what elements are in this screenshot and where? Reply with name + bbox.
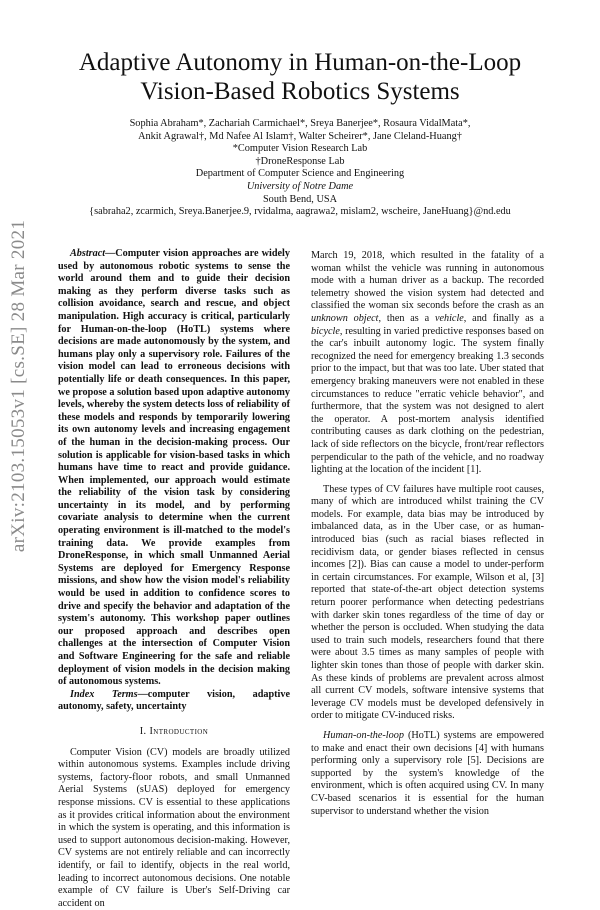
- left-column: [58, 248, 290, 910]
- intro-paragraph-1: Computer Vision (CV) models are broadly utilized within autonomous systems. Examples include driving systems, factory-floor robots, and small Unmanned Aerial Systems (sUAS) deployed for emergency response missions. CV is essential to these applications as it provides critical information about the environment in which the system is operating, and this information is used to support autonomous decision-making. However, CV systems are not entirely reliable and can incorrectly identify, or fail to identify, objects in the real world, leading to incorrect autonomous decisions. One notable example of CV failure is Uber's Self-Driving car accident on: [58, 746, 290, 909]
- arxiv-stamp: arXiv:2103.15053v1 [cs.SE] 28 Mar 2021: [8, 219, 29, 553]
- affiliation-dept: Department of Computer Science and Engineering: [195, 168, 405, 180]
- p3-italic-hotl: Human-on-the-loop: [323, 729, 404, 741]
- p1-italic-vehicle: vehicle: [434, 312, 464, 324]
- author-block: [60, 118, 540, 219]
- title-line-2: Vision-Based Robotics Systems: [140, 78, 460, 105]
- abstract-label: Abstract: [70, 248, 106, 259]
- section-title: Introduction: [149, 725, 209, 737]
- affiliation-lab-2: †DroneResponse Lab: [255, 155, 345, 167]
- p1-italic-unknown-object: unknown object: [311, 312, 379, 324]
- abstract: [58, 248, 290, 689]
- authors-line-2: Ankit Agrawal†, Md Nafee Al Islam†, Walter Scheirer*, Jane Cleland-Huang†: [138, 130, 462, 142]
- body-paragraph-3: [311, 730, 544, 818]
- right-column: [311, 250, 544, 818]
- section-number: I.: [139, 725, 147, 737]
- section-heading-introduction: [58, 726, 290, 739]
- p1-text-a: March 19, 2018, which resulted in the fatality of a woman whilst the vehicle was running in autonomous mode with a human driver as a backup. The recorded telemetry showed the vision system had detected and classified the woman six seconds before the crash as an: [311, 250, 544, 312]
- paper-title: [60, 48, 540, 106]
- p1-italic-bicycle: bicycle: [311, 325, 340, 337]
- index-terms-label: Index Terms: [70, 688, 138, 700]
- body-paragraph-1: [311, 250, 544, 477]
- index-terms: [58, 689, 290, 714]
- p1-text-d: , resulting in varied predictive responses based on the car's inbuilt autonomy logic. The system finally recognized the need for emergency breaking 1.3 seconds prior to the impact, but that was too late. Uber stated that emergency braking maneuvers were not enabled in these circumstances to reduce "erratic vehicle behavior", and furthermore, that the system was not designed to alert the operator. A post-mortem analysis identified contributing causes as dark clothing on the pedestrian, lack of side reflectors on the bicycle, front/rear reflectors perpendicular to the path of the vehicle, and no roadway lighting at the location of the incident [1].: [311, 325, 544, 476]
- affiliation-lab-1: *Computer Vision Research Lab: [232, 143, 368, 155]
- p3-text: (HoTL) systems are empowered to make and enact their own decisions [4] with humans performing only a supervisory role [5]. Decisions are supported by the system's knowledge of the environment, which is often acquired using CV. In many CV-based scenarios it is essential for the human supervisor to understand whether the vision: [311, 729, 544, 817]
- affiliation-university: University of Notre Dame: [246, 180, 354, 192]
- index-terms-text: —computer vision, adaptive autonomy, safety, uncertainty: [58, 688, 290, 713]
- affiliation-city: South Bend, USA: [262, 193, 338, 205]
- p1-text-c: , and finally as a: [463, 312, 544, 324]
- abstract-text: —Computer vision approaches are widely used by autonomous robotic systems to sense the world around them and to guide their decision making as they perform diverse tasks such as collision avoidance, search and rescue, and object manipulation. High accuracy is critical, particularly for Human-on-the-loop (HoTL) systems where decisions are made autonomously by the system, and humans play only a supervisory role. Failures of the vision model can lead to erroneous decisions with potentially life or death consequences. In this paper, we propose a solution based upon adaptive autonomy levels, whereby the system detects loss of reliability of these models and responds by temporarily lowering its own autonomy levels and increasing engagement of the human in the decision-making process. Our solution is applicable for vision-based tasks in which humans have time to react and provide guidance. When implemented, our approach would estimate the reliability of the vision task by considering uncertainty in its model, and by performing covariate analysis to determine when the current operating environment is ill-matched to the model's training data. We provide examples from DroneResponse, in which small Unmanned Aerial Systems are deployed for Emergency Response missions, and show how the vision model's reliability would be used in addition to confidence scores to drive and specify the behavior and adaptation of the system's autonomy. This workshop paper outlines our proposed approach and describes open challenges at the intersection of Computer Vision and Software Engineering for the safe and reliable deployment of vision models in the decision making of autonomous systems.: [58, 248, 290, 688]
- p1-text-b: , then as a: [378, 312, 435, 324]
- author-emails: {sabraha2, zcarmich, Sreya.Banerjee.9, rvidalma, aagrawa2, mislam2, wscheire, JaneHuang}@nd.edu: [89, 206, 511, 218]
- authors-line-1: Sophia Abraham*, Zachariah Carmichael*, Sreya Banerjee*, Rosaura VidalMata*,: [129, 118, 471, 129]
- title-line-1: Adaptive Autonomy in Human-on-the-Loop: [78, 49, 522, 76]
- body-paragraph-2: These types of CV failures have multiple root causes, many of which are introduced whilst training the CV models. For example, data bias may be introduced by imbalanced data, as in the Uber case, or as human-introduced bias (such as racial biases reflected in recidivism data, or gender biases reflected in census incomes [2]). Bias can cause a model to under-perform in certain circumstances. For example, Wilson et al, [3] reported that state-of-the-art object detection systems return poorer performance when detecting pedestrians with darker skin tones regardless of the time of day or whether the person is occluded. When studying the data used to train such models, researchers found that there were about 3.5 times as many samples of people with lighter skin tones than those of people with darker skin. As these kinds of problems are prevalent across almost all current CV models, software intensive systems that leverage CV models must be developed defensively in order to mitigate CV-induced risks.: [311, 483, 544, 722]
